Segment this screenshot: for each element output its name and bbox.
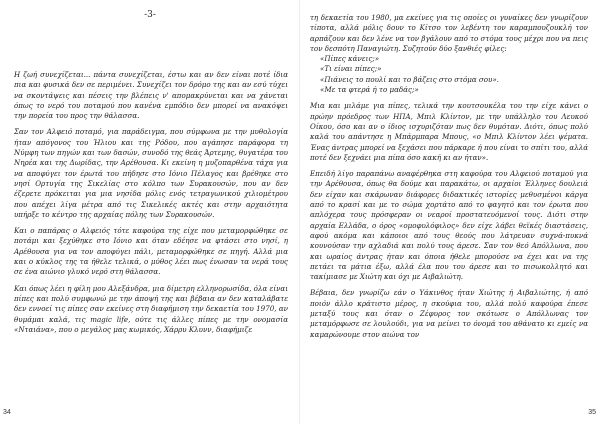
dialogue-line: «Πιάνεις το πουλί και το βάζεις στο στόμα σου». (320, 74, 499, 84)
paragraph: Βέβαια, δεν γνωρίζω εάν ο Υάκινθος ήταν Χιώτης ή Αιβαλιώτης, ή από ποιόν άλλο κράτιστο μέρος, η σκούφια του, αλλά πολύ καφούρα έπεσε μεταξύ τους και όταν ο Ζέφυρος τον σκότωσε ο Απόλλωνας τον μεταμόρφωσε σε λουλούδι, για να μείνει το όνομά του αθάνατο κι εμείς να καμαρώνουμε στον αιώνα τον (310, 288, 588, 339)
paragraph: τη δεκαετία του 1980, μα εκείνες για τις οποίες οι γυναίκες δεν γνωρίζουν τίποτα, αλλά μόλις δουν το Κίτσο τον λεβέντη τον καραμπουζουκλή τον αρπάζουν και δεν λένε να τον βγάλουν από το στόμα τους μέχρι που να πεις τον δεσπότη Παναγιώτη. Συζητούν δύο ξανθιές φίλες: (310, 13, 588, 53)
paragraph: Επειδή λίγο παραπάνω αναφέρθηκα στη καφούρα του Αλφειού ποταμού για την Αρέθουσα, όπως θα δούμε και παρακάτω, οι αρχαίοι Έλληνες δουλειά δεν είχαν και σκάρωναν διάφορες διδακτικές ιστορίες μεθυσμένοι κάργα από το κρασί και με το σώμα χορτάτο από το φαγητό και τον έρωτα που απλόχερα τους πρόσφεραν οι νεαροί προστατευόμενοί τους. Διότι στην αρχαία Ελλάδα, ο όρος «ομοφυλόφιλος» δεν είχε λάβει θεϊκές διαστάσεις, αφού ακόμα και κάποιοι από τους θεούς που λάτρευαν συχνά-πυκνά κουνούσαν την αχλαδιά και πολύ τους άρεσε. Σαν τον θεό Απόλλωνα, που και ωραίος άντρας ήταν και όποια ήθελε μπορούσε να έχει και να της πετάει τα μάτια έξω, αλλά έλα που του άρεσε και το πισωκολλητό και τακίμιασε με Χιώτη και όχι με Αιβαλιώτη. (310, 169, 588, 282)
page-number-left: 34 (3, 409, 11, 416)
dialogue-line: «Πίπες κάνεις;» (320, 54, 380, 64)
paragraph: Η ζωή συνεχίζεται... πάντα συνεχίζεται, έστω και αν δεν είναι ποτέ ίδια πια και φυσικά δεν σε περιμένει. Συνεχίζει τον δρόμο της και αν εσύ τύχει να σκοντάψεις και πέσεις την βλέπεις ν' απομακρύνεται και να χάνεται όπως το νερό του ποταμού που κανένα εμπόδιο δεν μπορεί να ανακόψει την πορεία του προς την θάλασσα. (14, 70, 288, 121)
page-number-right: 35 (588, 409, 596, 416)
left-page-text (14, 70, 288, 341)
right-page-text (310, 13, 588, 346)
right-page (300, 0, 600, 424)
dialogue-line: «Τι είναι πίπες;» (320, 64, 382, 74)
paragraph: Και όπως λέει η φίλη μου Αλεξάνδρα, μια δίμετρη ελληνορωσίδα, όλα είναι πίπες και πολύ συμφωνώ με την άποψή της και βέβαια αν δεν καταλάβατε δεν εννοεί τις πίπες σαν εκείνες στη διαφήμιση την δεκαετία του 1970, αν θυμάμαι καλά, τις magic life, ούτε τις άλλες πίπες με την ονομασία «Νταιάνα», που ο μεγάλος μας κωμικός, Χάρρυ Κλυνν, διαφήμιζε (14, 283, 288, 334)
chapter-number: -3- (144, 10, 156, 20)
paragraph: Σαν τον Αλφειό ποταμό, για παράδειγμα, που σύμφωνα με την μυθολογία ήταν απόγονος του Ήλιου και της Ρόδου, που αγάπησε παράφορα τη Νύμφη των πηγών και των δασών, συνοδό της θεάς Άρτεμης, θυγατέρα του Νηρέα και της Δωρίδας, την Αρέθουσα. Κι εκείνη η μυζοπαρθένα τάχα για να αποφύγει τον έρωτά του πήδησε στο Ιόνιο Πέλαγος και βρέθηκε στο νησί Ορτυγία της Σικελίας στο κόλπο των Συρακουσών, που αν δεν έζερετε πρόκειται για μια νησίδα μόλις ενός τετραγωνικού χιλιομέτρου που απέχει λίγα μέτρα από τις Σικελικές ακτές και στην αρχαιότητα υπήρξε το κέντρο της αρχαίας πόλης των Συρακουσών. (14, 127, 288, 219)
paragraph: Μια και μιλάμε για πίπες, τελικά την κουτσουκέλα του την είχε κάνει ο πρώην πρόεδρος των ΗΠΑ, Μπιλ Κλίντον, με την υπάλληλο του Λευκού Οίκου, όσο και αν ο ίδιος ισχυριζόταν πως δεν θυμόταν. Διότι, όπως πολύ καλά του απάντησε η Μπάρμπαρα Μπους, «ο Μπιλ Κλίντον λέει ψέματα. Ένας άντρας μπορεί να ξεχάσει που πάρκαρε ή που είναι το σπίτι του, αλλά ποτέ δεν ξεχνάει μια πίπα όσο κακή κι αν ήταν». (310, 101, 588, 162)
dialogue-line: «Με τα φτερά ή το μαδάς;» (320, 85, 419, 95)
paragraph: Και ο παπάρας ο Αλφειός τότε καφούρα της είχε που μεταμορφώθηκε σε ποτάμι και ξεχύθηκε στο Ιόνιο και όταν εδέησε να φτάσει στο νησί, η Αρέθουσα για να τον αποφύγει πάλι, μεταμορφώθηκε σε πηγή. Αλλά μια και ο κύκλος της τα ήθελε τελικά, ο μύθος λέει πως ένωσαν τα νερά τους σε ένα αιώνιο γλυκό νερό στη θάλασσα. (14, 226, 288, 277)
